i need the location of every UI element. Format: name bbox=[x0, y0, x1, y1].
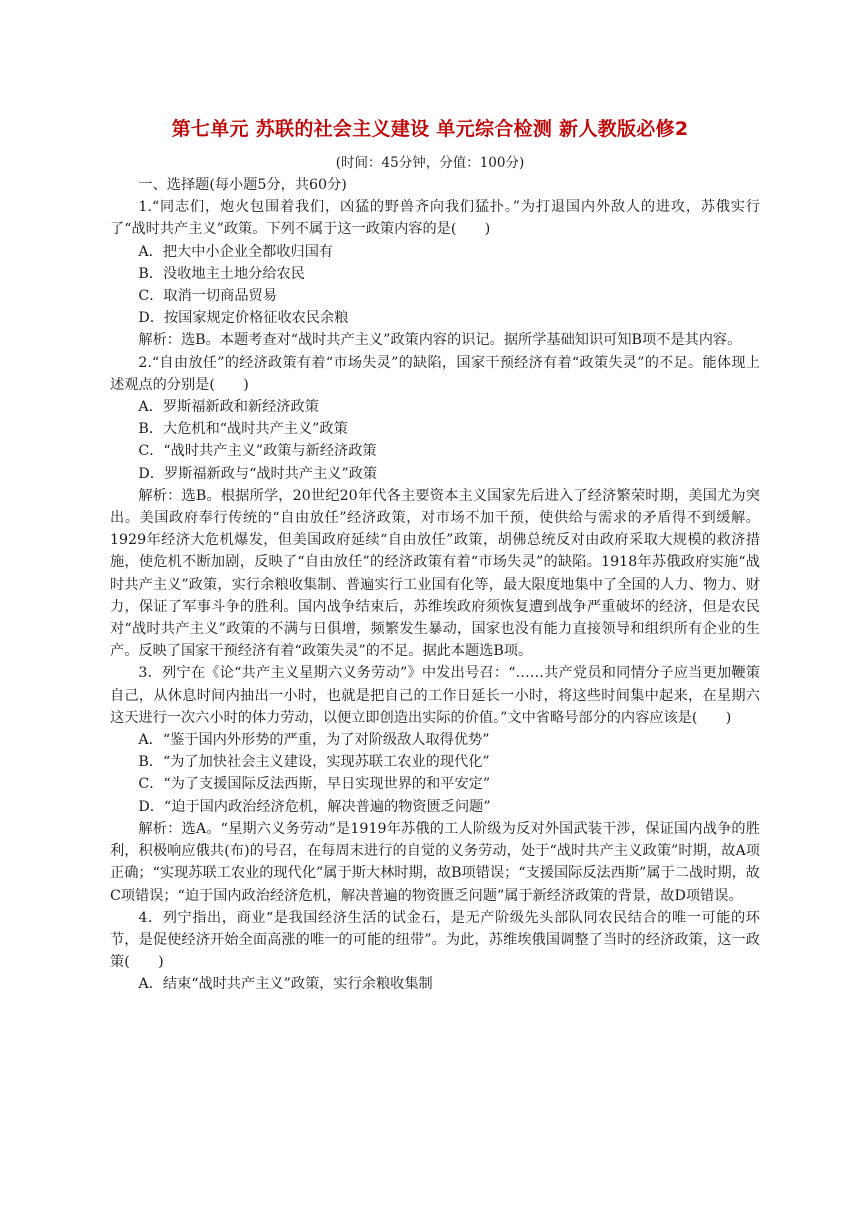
question-3-option-c: C．“为了支援国际反法西斯，早日实现世界的和平安定” bbox=[138, 776, 491, 793]
document-title: 第七单元 苏联的社会主义建设 单元综合检测 新人教版必修2 bbox=[171, 118, 689, 140]
question-2-option-c: C．“战时共产主义”政策与新经济政策 bbox=[138, 443, 377, 460]
question-1-option-d: D．按国家规定价格征收农民余粮 bbox=[138, 310, 349, 327]
question-3-analysis: 解析：选A。“星期六义务劳动”是1919年苏俄的工人阶级为反对外国武装干涉，保证国内战争的胜利，积极响应俄共(布)的号召，在每周末进行的自觉的义务劳动，处于“战时共产主义政策”时期，故A项正确；“实现苏联工农业的现代化”属于斯大林时期，故B项错误；“支援国际反法西斯”属于二战时期，故C项错误；“迫于国内政治经济危机，解决普遍的物资匮乏问题”属于新经济政策的背景，故D项错误。 bbox=[110, 820, 760, 904]
question-4-option-a: A．结束“战时共产主义”政策，实行余粮收集制 bbox=[138, 976, 433, 993]
question-1-option-a: A．把大中小企业全都收归国有 bbox=[138, 243, 334, 260]
question-2-option-b: B．大危机和“战时共产主义”政策 bbox=[138, 421, 348, 438]
document-body bbox=[110, 174, 760, 996]
question-4-stem: 4．列宁指出，商业“是我国经济生活的试金石，是无产阶级先头部队同农民结合的唯一可能的环节，是促使经济开始全面高涨的唯一的可能的纽带”。为此，苏维埃俄国调整了当时的经济政策，这一政策( ) bbox=[110, 909, 760, 971]
question-2-analysis: 解析：选B。根据所学，20世纪20年代各主要资本主义国家先后进入了经济繁荣时期，美国尤为突出。美国政府奉行传统的“自由放任”经济政策，对市场不加干预，使供给与需求的矛盾得不到缓解。1929年经济大危机爆发，但美国政府延续“自由放任”政策，胡佛总统反对由政府采取大规模的救济措施，使危机不断加剧，反映了“自由放任”的经济政策有着“市场失灵”的缺陷。1918年苏俄政府实施“战时共产主义”政策，实行余粮收集制、普遍实行工业国有化等，最大限度地集中了全国的人力、物力、财力，保证了军事斗争的胜利。国内战争结束后，苏维埃政府须恢复遭到战争严重破坏的经济，但是农民对“战时共产主义”政策的不满与日俱增，频繁发生暴动，国家也没有能力直接领导和组织所有企业的生产。反映了国家干预经济有着“政策失灵”的不足。据此本题选B项。 bbox=[110, 487, 760, 660]
question-3-option-b: B．“为了加快社会主义建设，实现苏联工农业的现代化” bbox=[138, 754, 490, 771]
question-1-option-c: C．取消一切商品贸易 bbox=[138, 288, 277, 305]
question-3-option-d: D．“迫于国内政治经济危机，解决普遍的物资匮乏问题” bbox=[138, 798, 491, 815]
question-1-option-b: B．没收地主土地分给农民 bbox=[138, 265, 305, 282]
exam-info: (时间：45分钟，分值：100分) bbox=[335, 155, 525, 171]
question-3-stem: 3．列宁在《论“共产主义星期六义务劳动”》中发出号召：“……共产党员和同情分子应当更加鞭策自己，从休息时间内抽出一小时，也就是把自己的工作日延长一小时，将这些时间集中起来，在星期六这天进行一次六小时的体力劳动，以便立即创造出实际的价值。”文中省略号部分的内容应该是( ) bbox=[110, 665, 760, 726]
question-2-option-d: D．罗斯福新政与“战时共产主义”政策 bbox=[138, 465, 378, 482]
question-2-stem: 2.“自由放任”的经济政策有着“市场失灵”的缺陷，国家干预经济有着“政策失灵”的不足。能体现上述观点的分别是( ) bbox=[110, 354, 760, 393]
question-1-analysis: 解析：选B。本题考查对“战时共产主义”政策内容的识记。据所学基础知识可知B项不是其内容。 bbox=[138, 332, 742, 349]
question-2-option-a: A．罗斯福新政和新经济政策 bbox=[138, 399, 319, 416]
question-1-stem: 1.“同志们，炮火包围着我们，凶猛的野兽齐向我们猛扑。”为打退国内外敌人的进攻，苏俄实行了“战时共产主义”政策。下列不属于这一政策内容的是( ) bbox=[110, 199, 760, 238]
question-3-option-a: A．“鉴于国内外形势的严重，为了对阶级敌人取得优势” bbox=[138, 732, 490, 749]
section-heading: 一、选择题(每小题5分，共60分) bbox=[138, 177, 347, 193]
